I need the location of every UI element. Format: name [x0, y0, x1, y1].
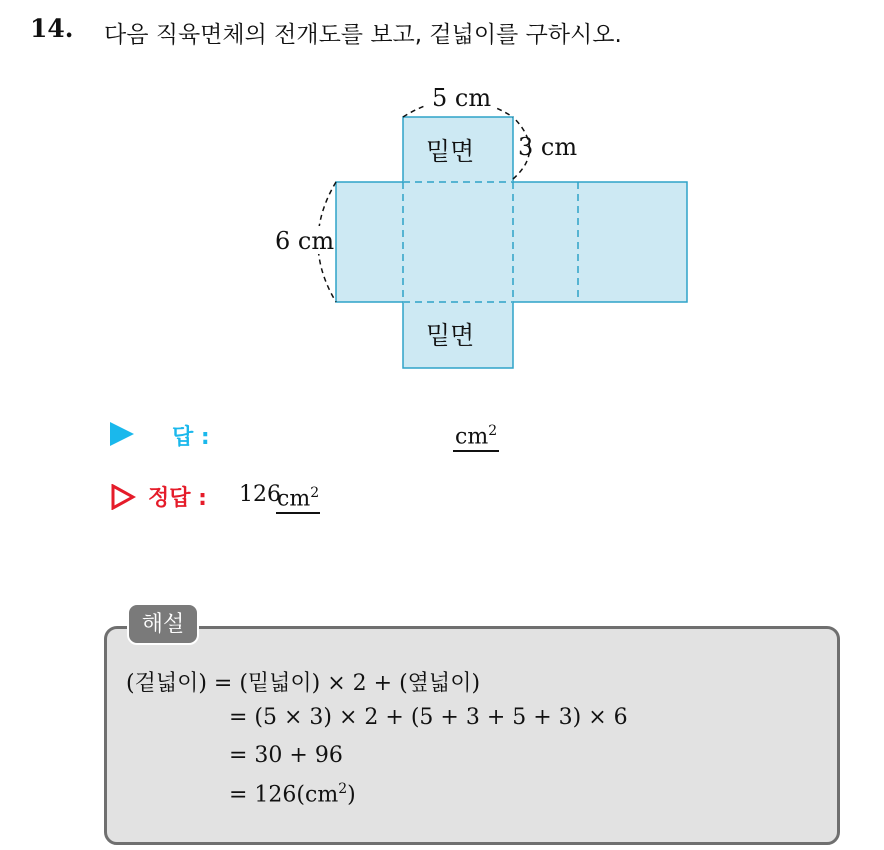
solution-line-4-exponent: 2: [338, 781, 348, 797]
solution-line-4: [229, 781, 356, 807]
question-number: 14.: [30, 14, 74, 43]
correct-answer-unit: cm: [277, 486, 311, 512]
solution-line-4-suffix: ): [347, 782, 356, 808]
bottom-base-label: 밑면: [426, 321, 475, 350]
outline-triangle-icon: [110, 484, 136, 510]
height-label: 6 cm: [275, 227, 335, 255]
solution-line-4-prefix: = 126(: [229, 782, 306, 808]
cuboid-net-diagram: [0, 0, 884, 400]
depth-label: 3 cm: [518, 133, 578, 161]
correct-answer-row: [110, 478, 530, 514]
question-text: 다음 직육면체의 전개도를 보고, 겉넓이를 구하시오.: [104, 22, 622, 48]
answer-label: 답 :: [172, 425, 210, 450]
answer-unit: cm: [455, 424, 489, 450]
side-faces-strip: [336, 182, 687, 302]
answer-input-line[interactable]: [453, 418, 499, 452]
play-triangle-icon: [110, 422, 134, 446]
correct-answer-label: 정답 :: [148, 486, 207, 511]
solution-line-1: (겉넓이) = (밑넓이) × 2 + (옆넓이): [126, 671, 481, 696]
solution-line-4-unit: cm: [305, 782, 339, 808]
answer-unit-exponent: 2: [488, 423, 498, 439]
correct-answer-value: 126: [239, 482, 281, 507]
width-label: 5 cm: [432, 84, 492, 112]
correct-answer-unit-exponent: 2: [310, 485, 320, 501]
solution-line-3: = 30 + 96: [229, 743, 343, 768]
solution-tab: 해설: [127, 603, 199, 645]
answer-row: [110, 418, 530, 450]
top-base-label: 밑면: [426, 137, 475, 166]
solution-line-2: = (5 × 3) × 2 + (5 + 3 + 5 + 3) × 6: [229, 705, 628, 730]
solution-box: [104, 626, 840, 845]
correct-answer-unit-wrap: [276, 480, 320, 514]
